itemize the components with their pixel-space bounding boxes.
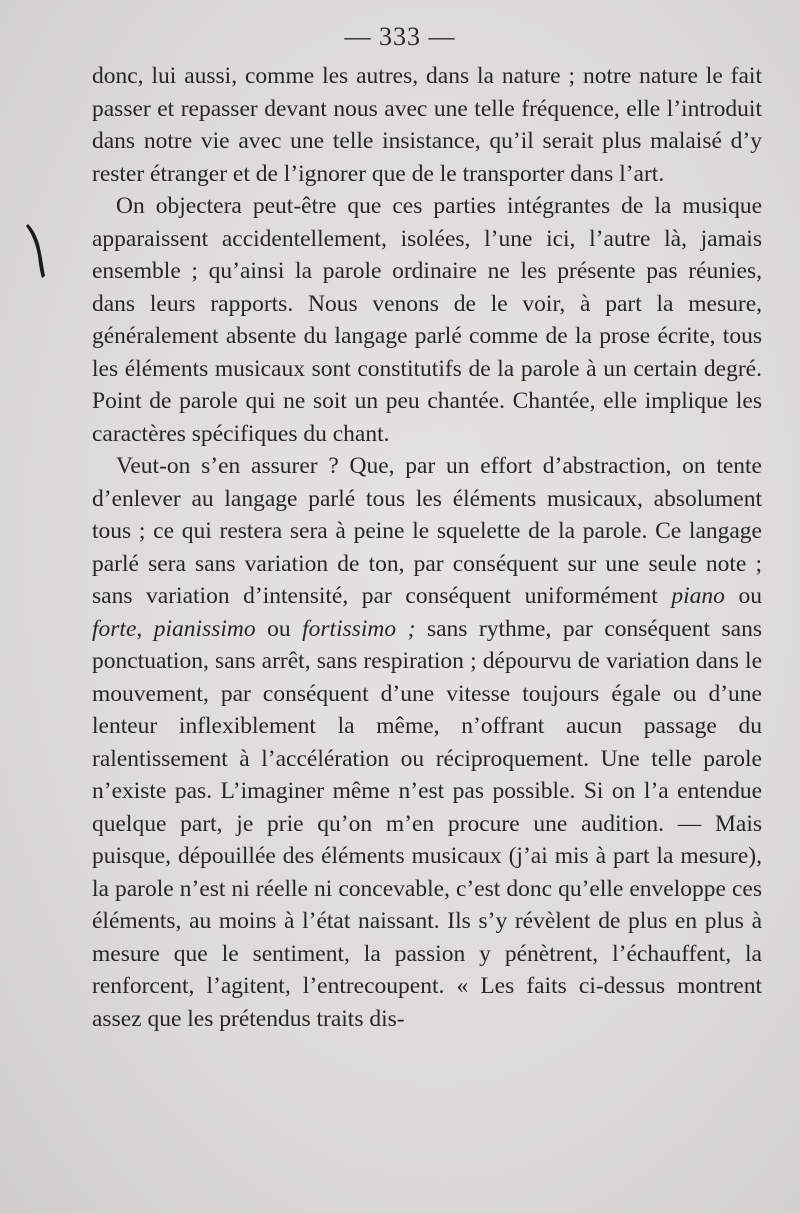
paragraph	[92, 190, 762, 450]
text-segment: Veut-on s’en assurer ? Que, par un effort d’abstraction, on tente d’enlever au langage parlé tous les éléments musicaux, absolument tous ; ce qui restera sera à peine le squelette de la parole. Ce langage parlé sera sans variation de ton, par conséquent sur une seule note ; sans variation d’intensité, par conséquent uniformément	[92, 453, 762, 609]
italic-text: piano	[671, 583, 725, 609]
italic-text: pianissimo	[153, 615, 256, 642]
text-segment: On objectera peut-être que ces parties intégrantes de la musique apparaissent accidentellement, isolées, l’une ici, l’autre là, jamais ensemble ; qu’ainsi la parole ordinaire ne les présente pas réunies, dans leurs rapports. Nous venons de le voir, à part la mesure, généralement absente du langage parlé comme de la prose écrite, tous les éléments musicaux sont constitutifs de la parole à un certain degré. Point de parole qui ne soit un peu chantée. Chantée, elle implique les caractères spécifiques du chant.	[92, 193, 762, 447]
italic-text: forte	[92, 615, 137, 642]
margin-ink-mark	[22, 222, 48, 282]
text-segment: donc, lui aussi, comme les autres, dans la nature ; notre nature le fait passer et repasser devant nous avec une telle fréquence, elle l’introduit dans notre vie avec une telle insistance, qu’il serait plus malaisé d’y rester étranger et de l’ignorer que de le transporter dans l’art.	[92, 63, 762, 187]
text-segment: sans rythme, par conséquent sans ponctuation, sans arrêt, sans respiration ; dépourvu de variation dans le mouvement, par conséquent d’une vitesse toujours égale ou d’une lenteur inflexiblement la même, n’offrant aucun passage du ralentissement à l’accélération ou réciproquement. Une telle parole n’existe pas. L’imaginer même n’est pas possible. Si on l’a entendue quelque part, je prie qu’on m’en procure une audition. — Mais puisque, dépouillée des éléments musicaux (j’ai mis à part la mesure), la parole n’est ni réelle ni concevable, c’est donc qu’elle enveloppe ces éléments, au moins à l’état naissant. Ils s’y révèlent de plus en plus à mesure que le sentiment, la passion y pénètrent, l’échauffent, la renforcent, l’agitent, l’entrecoupent. « Les faits ci-dessus montrent assez que les prétendus traits dis-	[92, 615, 763, 1032]
paragraph	[92, 450, 762, 1035]
text-segment: ou	[724, 583, 762, 609]
text-segment: ,	[136, 615, 154, 642]
italic-text: fortissimo ;	[302, 615, 416, 642]
paragraph	[92, 60, 762, 190]
body-text	[92, 60, 762, 1035]
page-number: — 333 —	[344, 22, 456, 51]
text-segment: ou	[255, 615, 303, 642]
